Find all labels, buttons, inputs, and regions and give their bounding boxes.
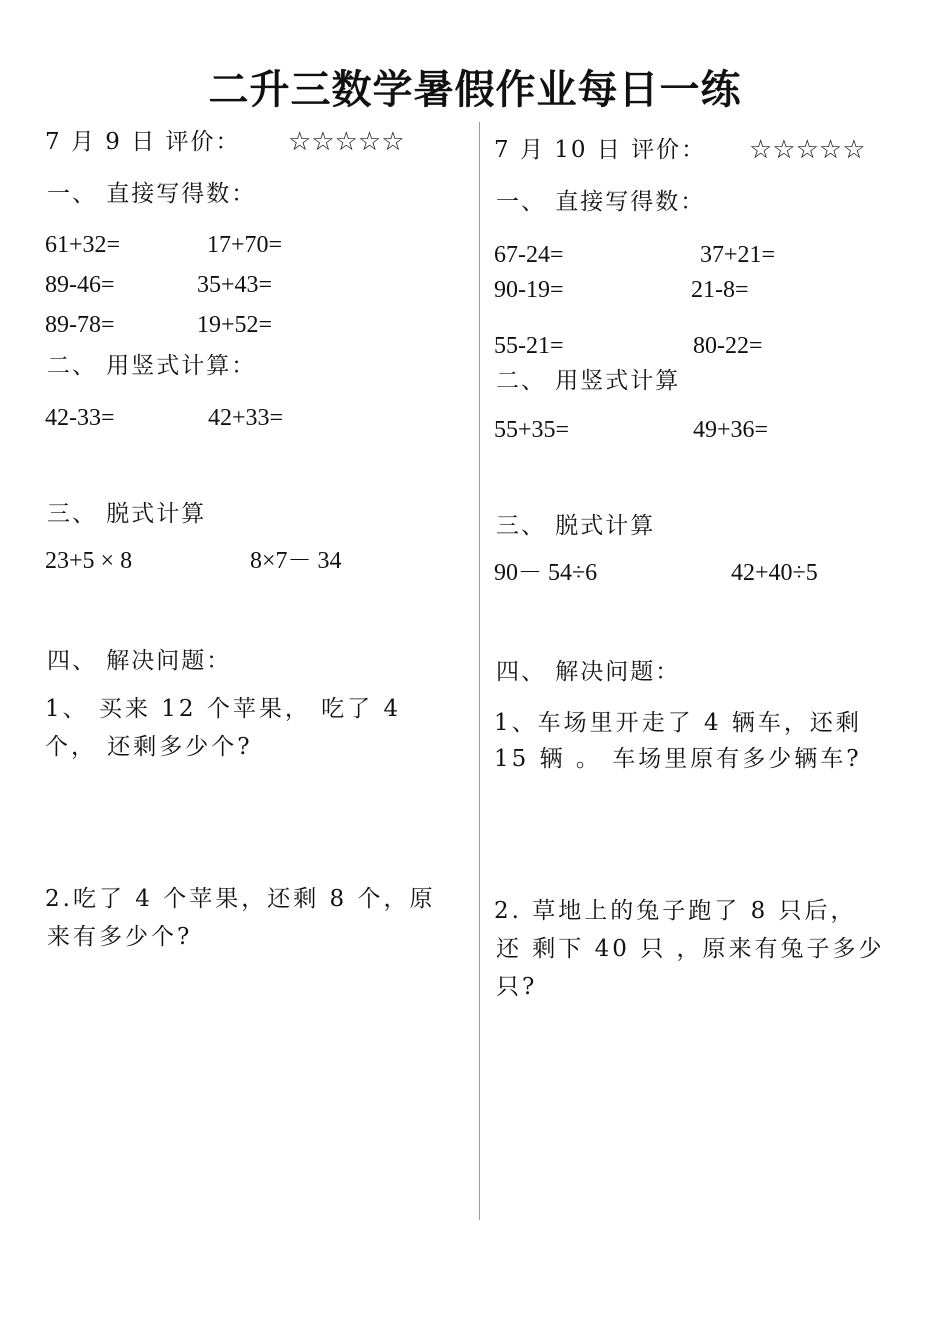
left-section-3-heading: 三、 脱式计算	[47, 501, 207, 527]
left-stepwise-eq: 23+5 × 8	[45, 548, 133, 574]
right-problem-1-line: 15 辆 。 车场里原有多少辆车?	[494, 746, 862, 772]
right-vertical-eq: 55+35=	[494, 417, 570, 443]
left-direct-eq: 35+43=	[197, 272, 273, 298]
right-section-3-heading: 三、 脱式计算	[496, 513, 656, 539]
page-title: 二升三数学暑假作业每日一练	[208, 67, 742, 113]
right-problem-2-line: 2. 草地上的兔子跑了 8 只后，	[494, 898, 857, 924]
right-vertical-eq: 49+36=	[693, 417, 769, 443]
left-stepwise-eq: 8×7－ 34	[250, 548, 342, 574]
left-section-1-heading: 一、 直接写得数：	[47, 181, 257, 207]
right-date-label: 7 月 10 日 评价：	[494, 137, 707, 163]
right-direct-eq: 37+21=	[700, 242, 776, 268]
left-section-4-heading: 四、 解决问题：	[47, 648, 232, 674]
right-direct-eq: 90-19=	[494, 277, 564, 303]
right-section-1-heading: 一、 直接写得数：	[496, 189, 706, 215]
right-rating-stars: ☆☆☆☆☆	[749, 135, 866, 165]
left-rating-stars: ☆☆☆☆☆	[288, 127, 405, 157]
left-direct-eq: 19+52=	[197, 312, 273, 338]
column-divider	[479, 122, 480, 1220]
right-stepwise-eq: 90－ 54÷6	[494, 560, 598, 586]
left-date-label: 7 月 9 日 评价：	[45, 129, 241, 155]
right-section-2-heading: 二、 用竖式计算	[496, 368, 681, 394]
right-direct-eq: 21-8=	[691, 277, 749, 303]
left-vertical-eq: 42-33=	[45, 405, 115, 431]
right-direct-eq: 67-24=	[494, 242, 564, 268]
left-direct-eq: 89-78=	[45, 312, 115, 338]
left-vertical-eq: 42+33=	[208, 405, 284, 431]
right-problem-1-line: 1、车场里开走了 4 辆车，还剩	[494, 710, 862, 736]
left-direct-eq: 61+32=	[45, 232, 121, 258]
left-problem-1-line: 个， 还剩多少个?	[45, 734, 253, 760]
left-section-2-heading: 二、 用竖式计算：	[47, 353, 257, 379]
right-stepwise-eq: 42+40÷5	[731, 560, 818, 586]
right-direct-eq: 80-22=	[693, 333, 763, 359]
right-direct-eq: 55-21=	[494, 333, 564, 359]
left-direct-eq: 89-46=	[45, 272, 115, 298]
left-problem-1-line: 1、 买来 12 个苹果， 吃了 4	[45, 696, 402, 722]
left-problem-2-line: 2.吃了 4 个苹果，还剩 8 个，原	[45, 886, 436, 912]
right-problem-2-line: 还 剩下 40 只 ，原来有兔子多少	[496, 936, 885, 962]
right-problem-2-line: 只?	[496, 974, 538, 1000]
right-section-4-heading: 四、 解决问题：	[496, 659, 681, 685]
left-problem-2-line: 来有多少个?	[47, 924, 193, 950]
left-direct-eq: 17+70=	[207, 232, 283, 258]
